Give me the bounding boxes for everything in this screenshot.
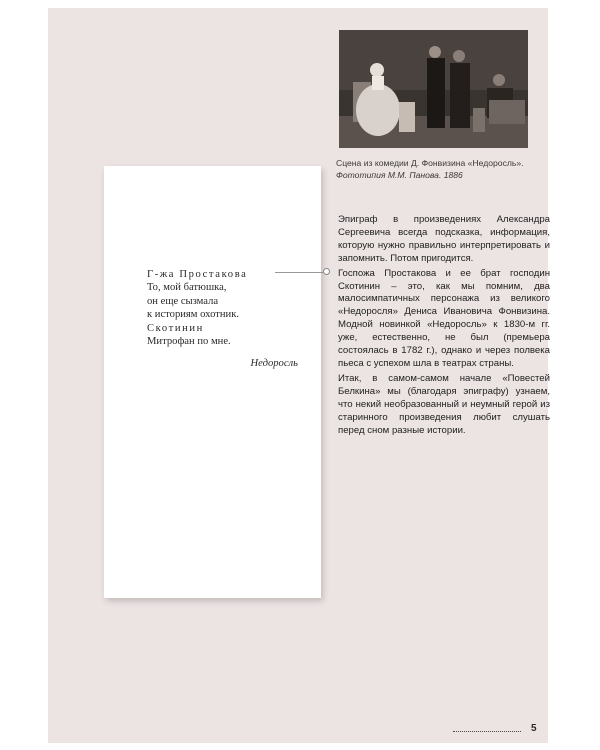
photo-caption	[336, 157, 546, 181]
footer-dotted-rule	[453, 731, 521, 732]
epigraph-line: к историям охотник.	[147, 309, 239, 321]
caption-title: Сцена из комедии Д. Фонвизина «Недоросль».	[336, 158, 524, 168]
photo-figures-image	[339, 30, 528, 148]
commentary-paragraph: Госпожа Простакова и ее брат господин Скотинин – это, как мы помним, два малосимпатичных персонажа из великого «Недоросля» Дениса Ивановича Фонвизина. Модной новинкой «Недоросль» к 1830-м гг. уже, естественно, не был (премьера состоялась в 1782 г.), однако и через полвека пьеса с успехом шла в театрах страны.	[338, 267, 550, 369]
epigraph-line: То, мой батюшка,	[147, 282, 227, 294]
epigraph	[147, 268, 322, 371]
epigraph-source: Недоросль	[250, 358, 298, 370]
page-number: 5	[531, 723, 537, 734]
epigraph-line: Митрофан по мне.	[147, 336, 231, 348]
callout-dot	[323, 268, 330, 275]
epigraph-line: он еще сызмала	[147, 295, 219, 307]
theatre-scene-photo	[339, 30, 528, 148]
epigraph-card	[104, 166, 321, 598]
commentary-paragraph: Эпиграф в произведениях Александра Сергеевича всегда подсказка, информация, которую нужно правильно интерпретировать и запомнить. Потом пригодится.	[338, 214, 550, 264]
commentary-text	[338, 214, 550, 439]
epigraph-speaker-skotinin: Скотинин	[147, 322, 204, 334]
commentary-paragraph: Итак, в самом-самом начале «Повестей Белкина» мы (благодаря эпиграфу) узнаем, что некий необразованный и неумный герой из старинного произведения любит слушать перед сном разные истории.	[338, 372, 550, 436]
epigraph-speaker-prostakova: Г-жа Простакова	[147, 269, 248, 280]
caption-credit: Фототипия М.М. Панова. 1886	[336, 170, 463, 180]
callout-line	[275, 272, 329, 275]
